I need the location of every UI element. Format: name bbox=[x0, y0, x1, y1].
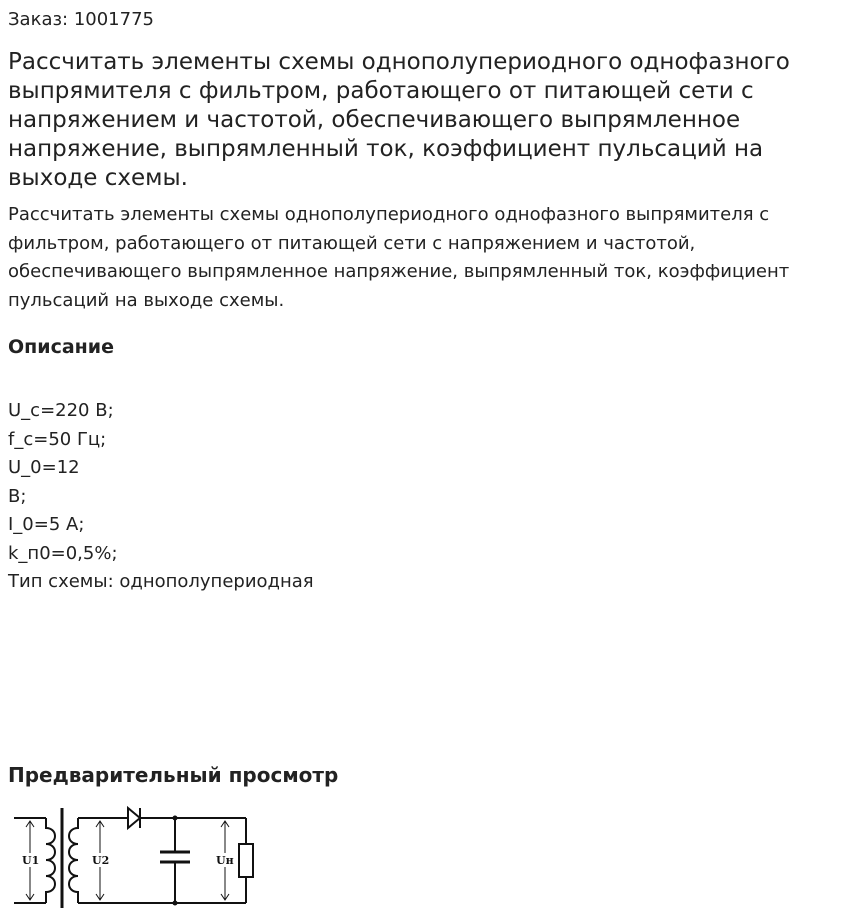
parameter-list bbox=[8, 397, 838, 597]
diode-icon bbox=[128, 808, 140, 828]
junction-dot-top bbox=[173, 816, 178, 821]
order-number: Заказ: 1001775 bbox=[8, 9, 154, 30]
description-heading: Описание bbox=[8, 336, 115, 358]
param-supply-frequency: f_c=50 Гц; bbox=[8, 428, 107, 450]
primary-winding bbox=[46, 818, 55, 903]
param-output-voltage-unit: В; bbox=[8, 485, 27, 507]
label-un: Uн bbox=[216, 854, 234, 867]
param-circuit-type: Тип схемы: однополупериодная bbox=[8, 571, 314, 592]
page-content bbox=[8, 8, 838, 597]
param-ripple-factor: k_п0=0,5%; bbox=[8, 542, 118, 564]
task-summary: Рассчитать элементы схемы однополупериодного однофазного выпрямителя с фильтром, работающего от питающей сети с напряжением и частотой, обеспечивающего выпрямленное напряжение, выпрямленный ток, коэффициент пульсаций на выходе схемы. bbox=[8, 204, 790, 311]
page-title: Рассчитать элементы схемы однополупериодного однофазного выпрямителя с фильтром, работающего от питающей сети с напряжением и частотой, обеспечивающего выпрямленное напряжение, выпрямленный ток, коэффициент пульсаций на выходе схемы. bbox=[8, 49, 790, 191]
param-output-current: I_0=5 А; bbox=[8, 514, 85, 535]
label-u2: U2 bbox=[92, 854, 110, 867]
label-u1: U1 bbox=[22, 854, 40, 867]
rectifier-schematic bbox=[8, 800, 258, 912]
load-resistor-icon bbox=[239, 844, 253, 877]
secondary-winding bbox=[69, 818, 78, 903]
param-output-voltage: U_0=12 bbox=[8, 457, 80, 478]
param-supply-voltage: U_c=220 В; bbox=[8, 400, 114, 421]
preview-heading: Предварительный просмотр bbox=[8, 763, 339, 787]
junction-dot-bottom bbox=[173, 901, 178, 906]
